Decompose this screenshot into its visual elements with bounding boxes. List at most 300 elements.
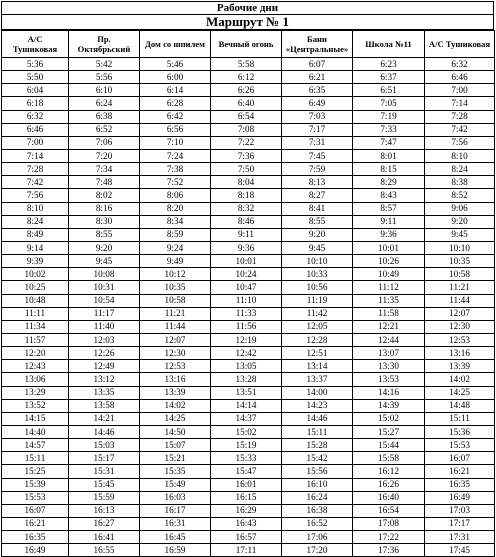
table-row [2,110,495,123]
column-header [211,31,282,58]
time-cell: 8:04 [211,176,282,189]
time-cell: 16:49 [2,544,69,557]
time-cell: 11:57 [2,333,69,346]
time-cell: 15:44 [353,439,425,452]
time-cell: 14:16 [353,386,425,399]
time-cell: 7:05 [353,97,425,110]
time-cell: 7:14 [2,149,69,162]
table-row [2,228,495,241]
time-cell: 13:39 [140,386,211,399]
time-cell: 17:31 [425,531,495,544]
time-cell: 11:56 [211,320,282,333]
time-cell: 14:48 [425,399,495,412]
time-cell: 14:37 [211,412,282,425]
time-cell: 14:25 [140,412,211,425]
table-row [2,531,495,544]
time-cell: 5:42 [69,58,140,71]
table-row [2,517,495,530]
time-cell: 6:46 [2,123,69,136]
time-cell: 15:21 [140,452,211,465]
time-cell: 17:17 [425,517,495,530]
time-cell: 14:46 [69,425,140,438]
table-row [2,58,495,71]
time-cell: 10:10 [282,255,353,268]
time-cell: 9:36 [211,241,282,254]
time-cell: 8:46 [211,215,282,228]
time-cell: 15:31 [69,465,140,478]
time-cell: 11:11 [2,307,69,320]
time-cell: 8:16 [69,202,140,215]
time-cell: 11:42 [282,307,353,320]
time-cell: 9:06 [425,202,495,215]
table-row [2,504,495,517]
time-cell: 13:29 [2,386,69,399]
time-cell: 17:36 [353,544,425,557]
time-cell: 16:54 [353,504,425,517]
time-cell: 12:30 [425,320,495,333]
time-cell: 16:49 [425,491,495,504]
time-cell: 7:50 [211,163,282,176]
time-cell: 6:28 [140,97,211,110]
time-cell: 12:51 [282,347,353,360]
time-cell: 9:39 [2,255,69,268]
time-cell: 12:49 [69,360,140,373]
time-cell: 8:06 [140,189,211,202]
time-cell: 6:37 [353,71,425,84]
time-cell: 14:02 [425,373,495,386]
table-row [2,307,495,320]
time-cell: 13:16 [425,347,495,360]
time-cell: 11:44 [425,294,495,307]
time-cell: 16:29 [211,504,282,517]
time-cell: 10:10 [425,241,495,254]
column-header-line: Дом со шпилем [145,39,205,49]
time-cell: 16:13 [69,504,140,517]
time-cell: 7:00 [425,84,495,97]
time-cell: 12:07 [425,307,495,320]
time-cell: 13:30 [353,360,425,373]
table-row [2,163,495,176]
time-cell: 7:56 [2,189,69,202]
time-cell: 7:28 [2,163,69,176]
time-cell: 16:21 [425,465,495,478]
time-cell: 9:11 [353,215,425,228]
time-cell: 16:55 [69,544,140,557]
time-cell: 13:12 [69,373,140,386]
table-row [2,123,495,136]
table-row [2,347,495,360]
time-cell: 6:35 [282,84,353,97]
time-cell: 7:52 [140,176,211,189]
time-cell: 9:14 [2,241,69,254]
time-cell: 16:45 [140,531,211,544]
time-cell: 13:05 [211,360,282,373]
time-cell: 11:40 [69,320,140,333]
time-cell: 6:46 [425,71,495,84]
time-cell: 11:12 [353,281,425,294]
time-cell: 10:33 [282,268,353,281]
time-cell: 10:58 [425,268,495,281]
column-header-line: А/С Тушиковая [428,39,491,49]
time-cell: 6:32 [425,58,495,71]
time-cell: 8:27 [282,189,353,202]
time-cell: 15:58 [353,452,425,465]
time-cell: 8:24 [425,163,495,176]
time-cell: 15:47 [211,465,282,478]
column-header-line: Тушиковая [12,44,58,54]
time-cell: 6:56 [140,123,211,136]
table-row [2,386,495,399]
time-cell: 16:07 [425,452,495,465]
time-cell: 8:41 [282,202,353,215]
table-row [2,149,495,162]
time-cell: 8:29 [353,176,425,189]
time-cell: 9:45 [282,241,353,254]
table-row [2,439,495,452]
time-cell: 15:36 [425,425,495,438]
time-cell: 9:45 [69,255,140,268]
time-cell: 13:06 [2,373,69,386]
time-cell: 15:19 [211,439,282,452]
time-cell: 16:57 [211,531,282,544]
time-cell: 15:33 [211,452,282,465]
time-cell: 17:06 [282,531,353,544]
time-cell: 7:33 [353,123,425,136]
time-cell: 16:43 [211,517,282,530]
time-cell: 8:24 [2,215,69,228]
time-cell: 17:03 [425,504,495,517]
time-cell: 8:18 [211,189,282,202]
time-cell: 15:07 [140,439,211,452]
table-row [2,452,495,465]
time-cell: 14:00 [282,386,353,399]
time-cell: 12:19 [211,333,282,346]
column-header-line: Бани [307,34,327,44]
time-cell: 5:56 [69,71,140,84]
time-cell: 7:42 [2,176,69,189]
time-cell: 17:11 [211,544,282,557]
time-cell: 16:41 [69,531,140,544]
time-cell: 17:20 [282,544,353,557]
time-cell: 15:11 [282,425,353,438]
time-cell: 9:20 [282,228,353,241]
column-header [282,31,353,58]
time-cell: 16:07 [2,504,69,517]
time-cell: 7:59 [282,163,353,176]
time-cell: 16:24 [282,491,353,504]
time-cell: 15:35 [140,465,211,478]
time-cell: 14:23 [282,399,353,412]
time-cell: 10:26 [353,255,425,268]
time-cell: 16:35 [2,531,69,544]
time-cell: 13:39 [425,360,495,373]
time-cell: 14:25 [425,386,495,399]
time-cell: 6:26 [211,84,282,97]
time-cell: 9:20 [69,241,140,254]
time-cell: 15:11 [2,452,69,465]
time-cell: 13:14 [282,360,353,373]
table-row [2,425,495,438]
time-cell: 17:45 [425,544,495,557]
time-cell: 7:19 [353,110,425,123]
time-cell: 6:52 [69,123,140,136]
time-cell: 15:39 [2,478,69,491]
time-cell: 6:21 [282,71,353,84]
time-cell: 7:34 [69,163,140,176]
table-row [2,320,495,333]
time-cell: 7:00 [2,136,69,149]
column-header [2,31,69,58]
time-cell: 8:13 [282,176,353,189]
time-cell: 14:57 [2,439,69,452]
time-cell: 9:20 [425,215,495,228]
time-cell: 14:14 [211,399,282,412]
time-cell: 11:44 [140,320,211,333]
time-cell: 5:58 [211,58,282,71]
time-cell: 10:56 [282,281,353,294]
time-cell: 10:35 [425,255,495,268]
time-cell: 14:40 [2,425,69,438]
table-row [2,241,495,254]
time-cell: 8:15 [353,163,425,176]
time-cell: 10:08 [69,268,140,281]
time-cell: 14:02 [140,399,211,412]
time-cell: 7:48 [69,176,140,189]
time-cell: 16:38 [282,504,353,517]
time-cell: 7:06 [69,136,140,149]
time-cell: 5:46 [140,58,211,71]
time-cell: 7:38 [140,163,211,176]
table-row [2,255,495,268]
time-cell: 6:00 [140,71,211,84]
time-cell: 7:08 [211,123,282,136]
time-cell: 12:05 [282,320,353,333]
timetable-body [2,58,495,557]
time-cell: 8:34 [140,215,211,228]
time-cell: 15:25 [2,465,69,478]
table-row [2,360,495,373]
table-row [2,71,495,84]
table-row [2,491,495,504]
time-cell: 12:07 [140,333,211,346]
time-cell: 11:35 [353,294,425,307]
time-cell: 15:27 [353,425,425,438]
column-header [353,31,425,58]
table-row [2,136,495,149]
time-cell: 10:01 [353,241,425,254]
time-cell: 14:21 [69,412,140,425]
table-row [2,465,495,478]
time-cell: 12:26 [69,347,140,360]
time-cell: 17:08 [353,517,425,530]
time-cell: 10:12 [140,268,211,281]
time-cell: 12:21 [353,320,425,333]
table-row [2,215,495,228]
schedule-title: Рабочие дни [2,2,494,15]
time-cell: 7:28 [425,110,495,123]
time-cell: 6:38 [69,110,140,123]
time-cell: 6:12 [211,71,282,84]
time-cell: 15:17 [69,452,140,465]
time-cell: 14:39 [353,399,425,412]
time-cell: 12:20 [2,347,69,360]
time-cell: 15:49 [140,478,211,491]
time-cell: 9:24 [140,241,211,254]
time-cell: 10:31 [69,281,140,294]
time-cell: 8:55 [282,215,353,228]
time-cell: 6:40 [211,97,282,110]
time-cell: 11:58 [353,307,425,320]
time-cell: 12:53 [425,333,495,346]
time-cell: 7:10 [140,136,211,149]
time-cell: 7:42 [425,123,495,136]
time-cell: 9:45 [425,228,495,241]
time-cell: 15:59 [69,491,140,504]
column-header [140,31,211,58]
time-cell: 6:10 [69,84,140,97]
time-cell: 13:28 [211,373,282,386]
time-cell: 12:30 [140,347,211,360]
time-cell: 15:11 [425,412,495,425]
time-cell: 9:49 [140,255,211,268]
time-cell: 10:49 [353,268,425,281]
time-cell: 8:55 [69,228,140,241]
time-cell: 6:18 [2,97,69,110]
time-cell: 8:57 [353,202,425,215]
time-cell: 11:34 [2,320,69,333]
time-cell: 13:52 [2,399,69,412]
table-row [2,189,495,202]
column-header-line: Октябрьский [77,44,131,54]
time-cell: 11:21 [140,307,211,320]
time-cell: 13:53 [353,373,425,386]
time-cell: 8:10 [2,202,69,215]
time-cell: 12:43 [2,360,69,373]
time-cell: 6:51 [353,84,425,97]
time-cell: 12:28 [282,333,353,346]
time-cell: 16:26 [353,478,425,491]
time-cell: 6:24 [69,97,140,110]
time-cell: 16:35 [425,478,495,491]
table-row [2,399,495,412]
time-cell: 13:35 [69,386,140,399]
time-cell: 7:36 [211,149,282,162]
time-cell: 14:15 [2,412,69,425]
table-row [2,373,495,386]
time-cell: 10:35 [140,281,211,294]
time-cell: 15:02 [353,412,425,425]
time-cell: 13:51 [211,386,282,399]
time-cell: 8:38 [425,176,495,189]
time-cell: 16:59 [140,544,211,557]
column-header-line: Школа №11 [365,39,412,49]
time-cell: 15:56 [282,465,353,478]
route-title: Маршрут № 1 [2,15,494,30]
time-cell: 13:16 [140,373,211,386]
column-header-line: Пр. [97,34,111,44]
time-cell: 15:53 [2,491,69,504]
time-cell: 10:01 [211,255,282,268]
time-cell: 10:58 [140,294,211,307]
time-cell: 13:07 [353,347,425,360]
time-cell: 8:43 [353,189,425,202]
time-cell: 10:24 [211,268,282,281]
time-cell: 16:21 [2,517,69,530]
time-cell: 12:53 [140,360,211,373]
time-cell: 7:31 [282,136,353,149]
time-cell: 12:44 [353,333,425,346]
time-cell: 7:45 [282,149,353,162]
time-cell: 16:01 [211,478,282,491]
time-cell: 16:03 [140,491,211,504]
time-cell: 6:49 [282,97,353,110]
time-cell: 6:54 [211,110,282,123]
time-cell: 6:07 [282,58,353,71]
table-row [2,84,495,97]
table-row [2,281,495,294]
time-cell: 14:46 [282,412,353,425]
time-cell: 10:25 [2,281,69,294]
time-cell: 7:14 [425,97,495,110]
table-row [2,97,495,110]
schedule-sheet [1,1,494,557]
column-header [69,31,140,58]
column-header-line: А/С [27,34,43,44]
table-row [2,202,495,215]
table-row [2,176,495,189]
time-cell: 6:14 [140,84,211,97]
time-cell: 7:56 [425,136,495,149]
time-cell: 8:49 [2,228,69,241]
time-cell: 8:01 [353,149,425,162]
time-cell: 8:32 [211,202,282,215]
column-header-line: Вечный огонь [218,39,274,49]
time-cell: 15:42 [282,452,353,465]
time-cell: 9:36 [353,228,425,241]
time-cell: 16:15 [211,491,282,504]
time-cell: 7:47 [353,136,425,149]
time-cell: 13:37 [282,373,353,386]
time-cell: 15:45 [69,478,140,491]
header-row [2,31,495,58]
time-cell: 6:23 [353,58,425,71]
time-cell: 14:50 [140,425,211,438]
time-cell: 12:03 [69,333,140,346]
time-cell: 7:17 [282,123,353,136]
time-cell: 11:33 [211,307,282,320]
time-cell: 8:02 [69,189,140,202]
time-cell: 15:02 [211,425,282,438]
time-cell: 16:31 [140,517,211,530]
time-cell: 16:12 [353,465,425,478]
time-cell: 8:59 [140,228,211,241]
time-cell: 10:48 [2,294,69,307]
time-cell: 7:03 [282,110,353,123]
time-cell: 6:04 [2,84,69,97]
time-cell: 9:11 [211,228,282,241]
time-cell: 11:21 [425,281,495,294]
time-cell: 5:50 [2,71,69,84]
time-cell: 16:27 [69,517,140,530]
time-cell: 16:40 [353,491,425,504]
time-cell: 8:20 [140,202,211,215]
time-cell: 11:10 [211,294,282,307]
time-cell: 15:53 [425,439,495,452]
column-header [425,31,495,58]
column-header-line: «Центральные» [285,44,349,54]
time-cell: 7:20 [69,149,140,162]
time-cell: 17:22 [353,531,425,544]
